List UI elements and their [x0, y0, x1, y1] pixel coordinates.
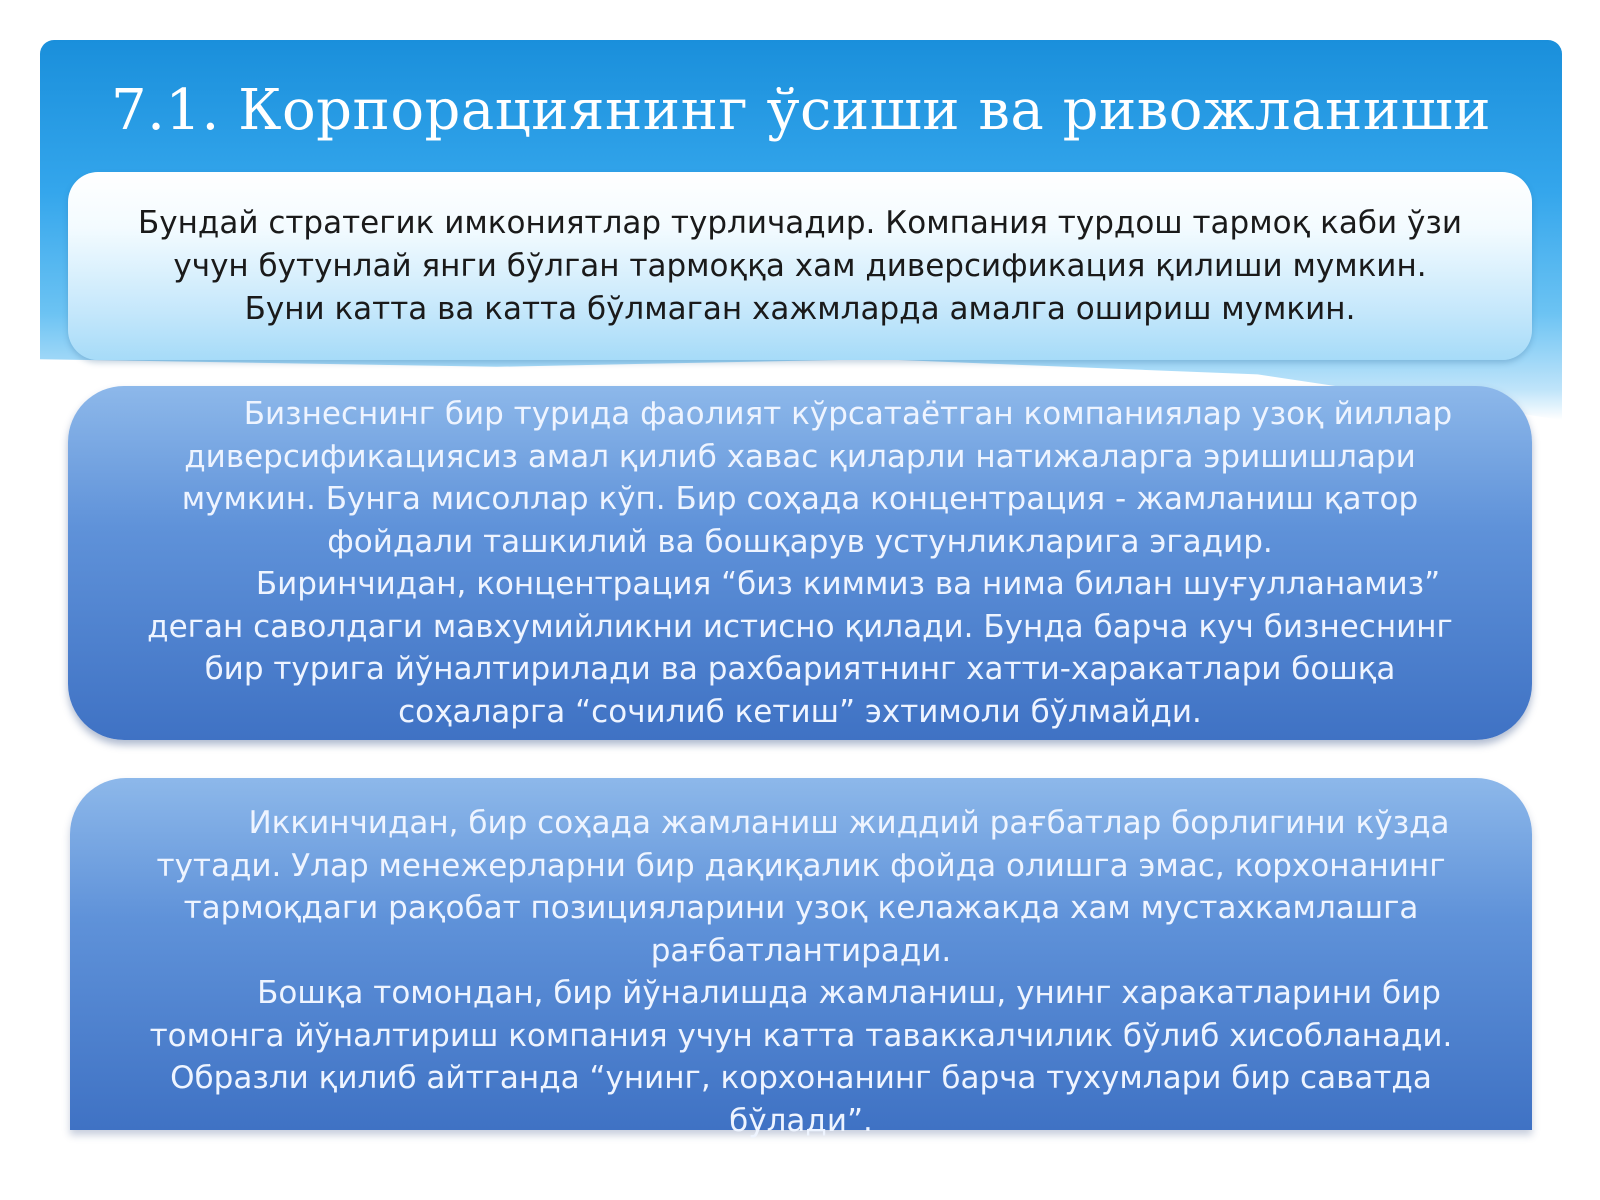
text-line: бир турига йўналтирилади ва рахбариятнинг хатти-харакатлари бошқа: [204, 651, 1396, 687]
text-line: томонга йўналтириш компания учун катта таваккалчилик бўлиб хисобланади.: [149, 1017, 1453, 1054]
text-line: деган саволдаги мавхумийликни истисно қилади. Бунда барча куч бизнеснинг: [147, 608, 1453, 645]
text-line: Бундай стратегик имкониятлар турличадир. Компания турдош тармоқ каби ўзи: [138, 204, 1462, 241]
text-line: рағбатлантиради.: [650, 932, 952, 969]
text-line: соҳаларга “сочилиб кетиш” эхтимоли бўлмайди.: [398, 693, 1202, 730]
text-line: Бошқа томондан, бир йўналишда жамланиш, унинг харакатларини бир: [257, 975, 1441, 1011]
slide-title: 7.1. Корпорациянинг ўсиши ва ривожланиши: [110, 78, 1492, 143]
text-line: диверсификациясиз амал қилиб хавас қиларли натижаларга эришишлари: [184, 438, 1416, 475]
concentration-advantages-box: [68, 386, 1532, 740]
text-line: фойдали ташкилий ва бошқарув устунликларига эгадир.: [327, 523, 1273, 560]
text-line: Образли қилиб айтганда “унинг, корхонанинг барча тухумлари бир саватда: [170, 1060, 1432, 1096]
text-line: Бизнеснинг бир турида фаолият кўрсатаётган компаниялар узоқ йиллар: [243, 396, 1453, 432]
text-line: тармоқдаги рақобат позицияларини узоқ келажакда хам мустахкамлашга: [183, 890, 1419, 926]
text-line: Иккинчидан, бир соҳада жамланиш жиддий рағбатлар борлигини кўзда: [248, 805, 1450, 841]
text-line: мумкин. Бунга мисоллар кўп. Бир соҳада концентрация - жамланиш қатор: [181, 481, 1419, 517]
text-line: Буни катта ва катта бўлмаган хажмларда амалга ошириш мумкин.: [244, 290, 1356, 327]
text-line: Биринчидан, концентрация “биз киммиз ва нима билан шуғулланамиз”: [255, 566, 1441, 602]
text-line: учун бутунлай янги бўлган тармоққа хам диверсификация қилиши мумкин.: [173, 247, 1427, 284]
text-line: тутади. Улар менежерларни бир дақиқалик фойда олишга эмас, корхонанинг: [156, 847, 1446, 884]
text-line: бўлади”.: [729, 1102, 873, 1139]
concentration-risks-box: [70, 778, 1532, 1139]
intro-text-box: [68, 172, 1532, 360]
